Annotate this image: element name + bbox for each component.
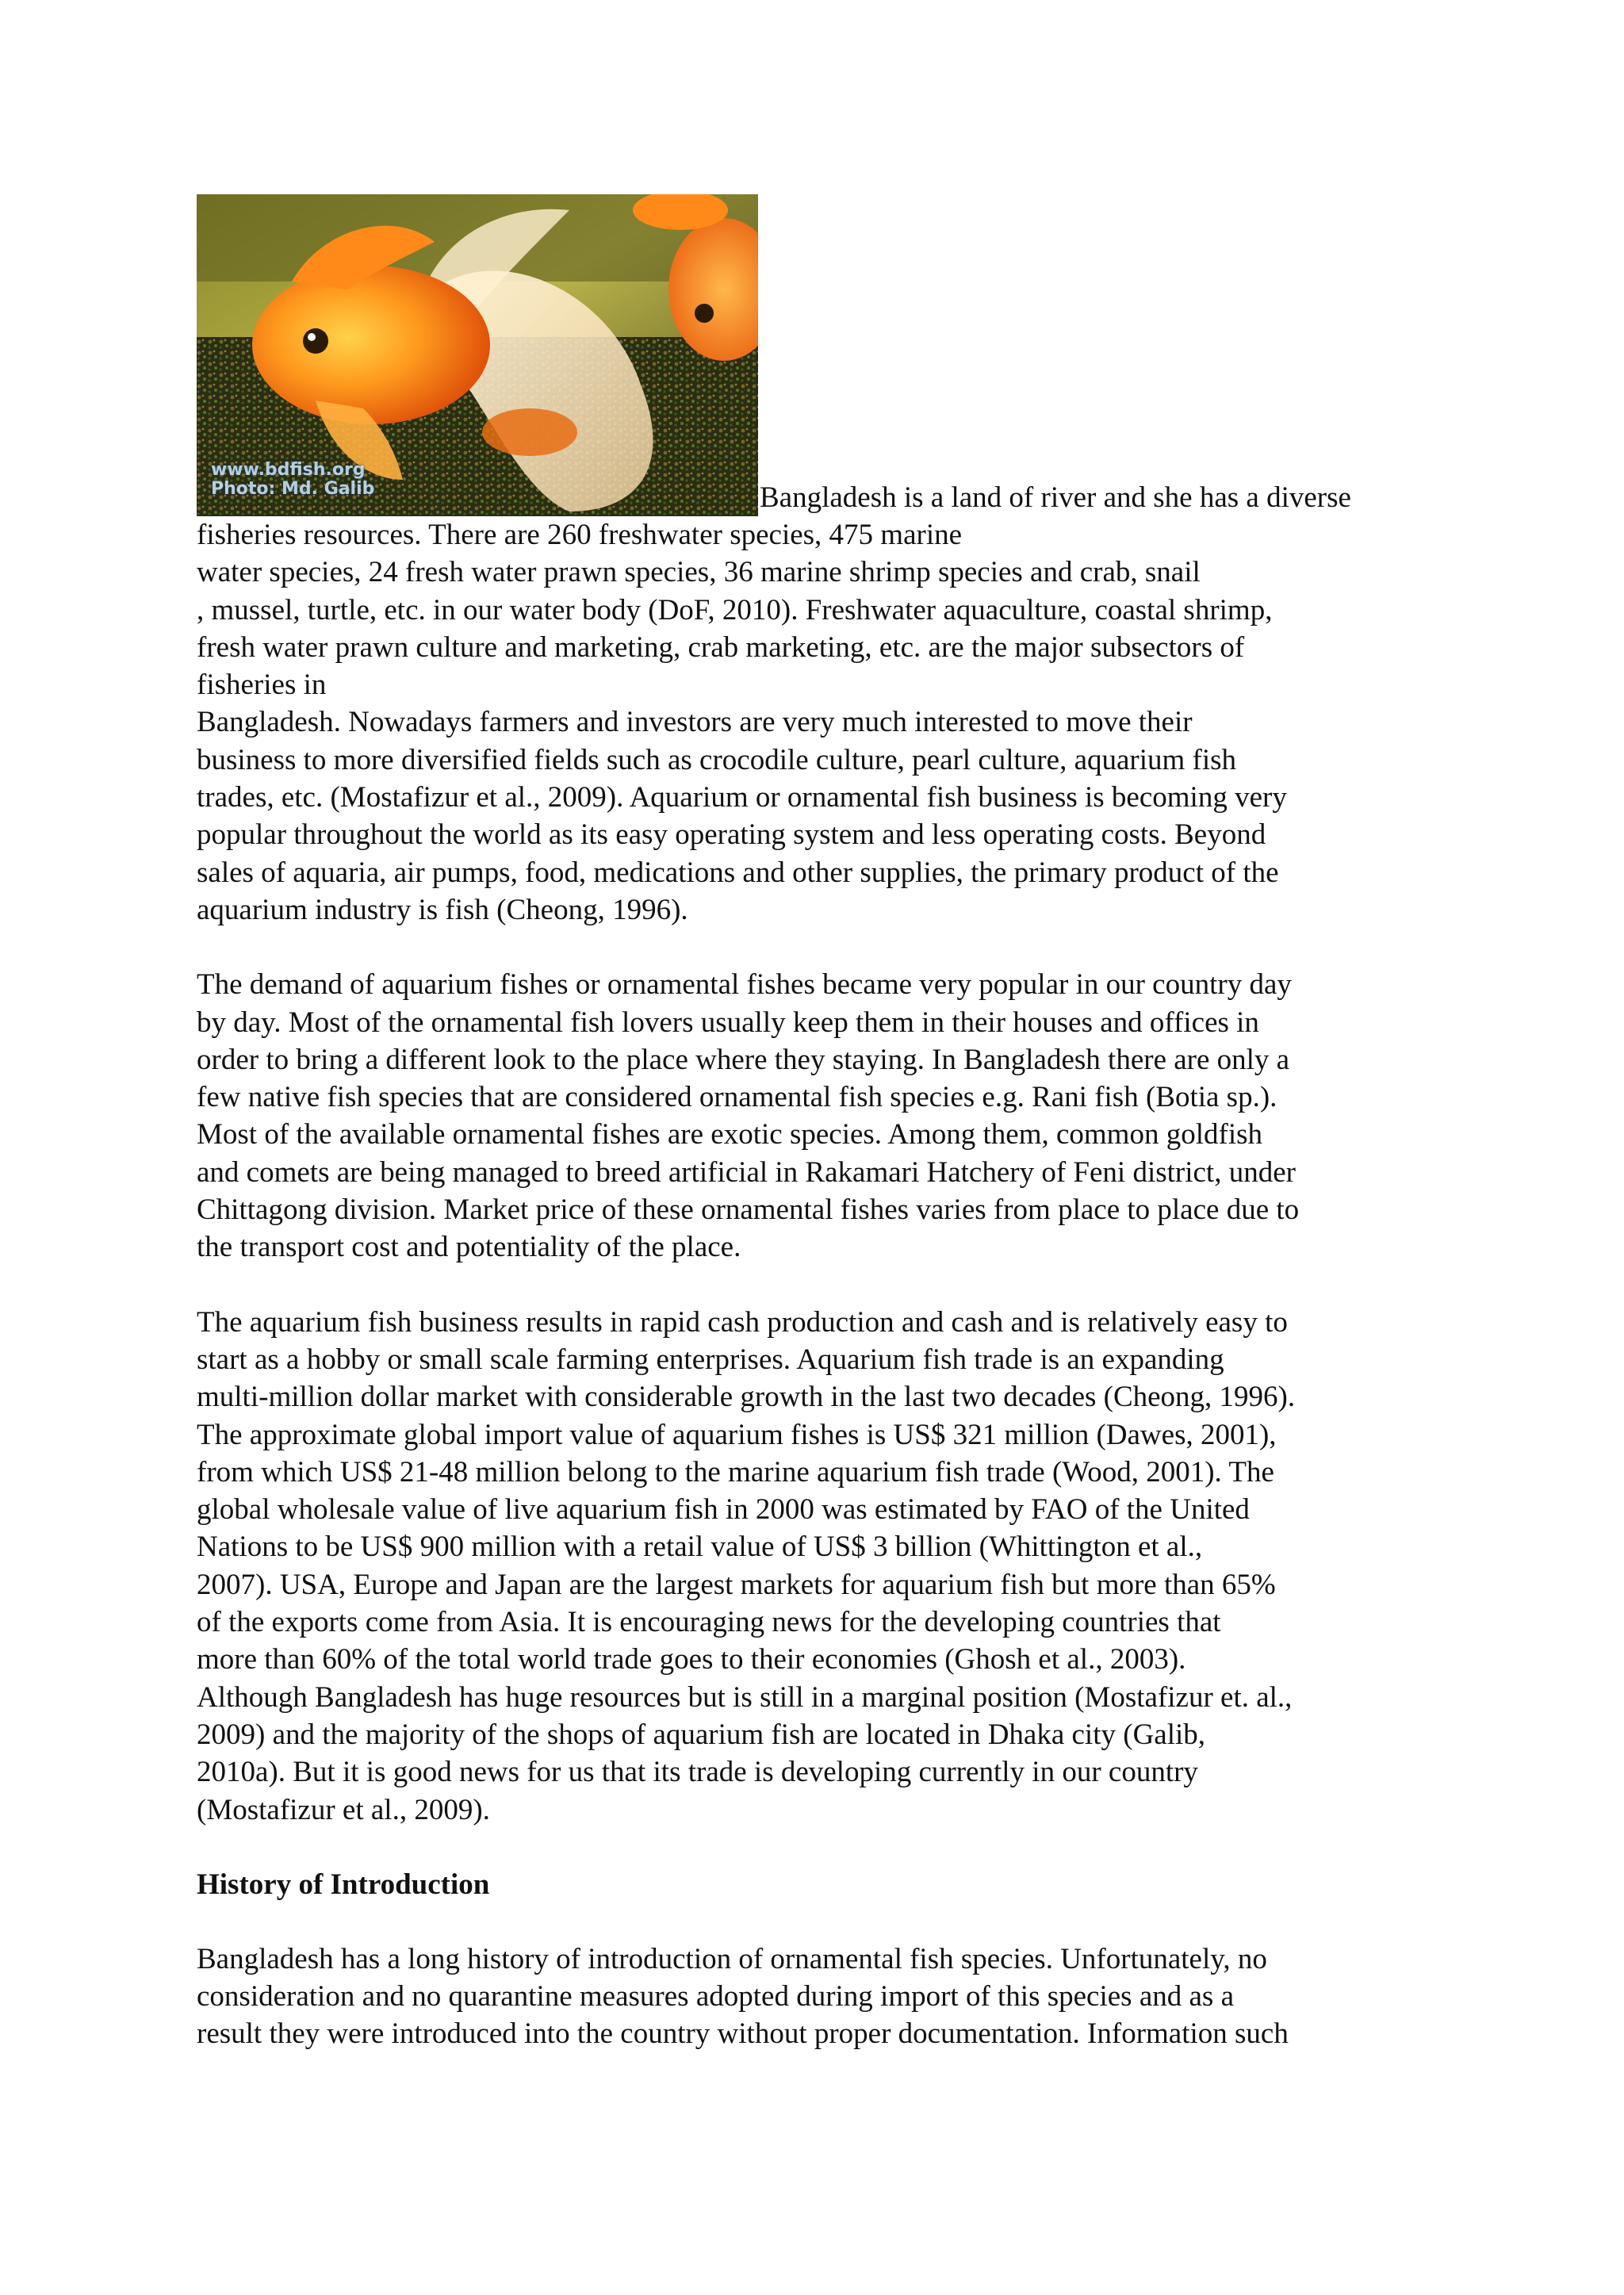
text-line: fisheries in — [197, 669, 327, 702]
text-line: water species, 24 fresh water prawn species, 36 marine shrimp species and crab, snail — [197, 556, 1201, 589]
goldfish-photo — [197, 194, 758, 516]
text-line: of the exports come from Asia. It is encouraging news for the developing countries that — [197, 1606, 1221, 1639]
intro-row — [197, 194, 1434, 516]
text-line: result they were introduced into the country without proper documentation. Information such — [197, 2017, 1289, 2051]
demand-paragraph — [197, 966, 1434, 1266]
text-line: consideration and no quarantine measures adopted during import of this species and as a — [197, 1980, 1234, 2013]
text-line: Most of the available ornamental fishes are exotic species. Among them, common goldfish — [197, 1118, 1262, 1151]
text-line: more than 60% of the total world trade goes to their economies (Ghosh et al., 2003). — [197, 1643, 1186, 1676]
text-line: The approximate global import value of aquarium fishes is US$ 321 million (Dawes, 2001), — [197, 1418, 1277, 1451]
text-line: 2007). USA, Europe and Japan are the largest markets for aquarium fish but more than 65% — [197, 1568, 1276, 1601]
photo-watermark: www.bdfish.org Photo: Md. Galib — [211, 460, 375, 499]
document-page — [197, 194, 1434, 2053]
text-line: Chittagong division. Market price of these ornamental fishes varies from place to place due to — [197, 1193, 1300, 1227]
business-paragraph — [197, 1304, 1434, 1829]
text-line: Nations to be US$ 900 million with a retail value of US$ 3 billion (Whittington et al., — [197, 1531, 1203, 1564]
text-line: and comets are being managed to breed artificial in Rakamari Hatchery of Feni district, under — [197, 1155, 1296, 1189]
text-line: aquarium industry is fish (Cheong, 1996). — [197, 893, 688, 926]
text-line: 2010a). But it is good news for us that its trade is developing currently in our country — [197, 1756, 1198, 1789]
text-line: Bangladesh has a long history of introduction of ornamental fish species. Unfortunately, no — [197, 1942, 1267, 1975]
text-line: popular throughout the world as its easy operating system and less operating costs. Beyond — [197, 818, 1266, 852]
text-line: Although Bangladesh has huge resources but is still in a marginal position (Mostafizur et. al., — [197, 1680, 1293, 1714]
intro-first-line: Bangladesh is a land of river and she has a diverse — [760, 481, 1351, 514]
text-line: few native fish species that are considered ornamental fish species e.g. Rani fish (Botia sp.). — [197, 1081, 1277, 1114]
text-line: start as a hobby or small scale farming enterprises. Aquarium fish trade is an expanding — [197, 1343, 1224, 1376]
text-line: trades, etc. (Mostafizur et al., 2009). Aquarium or ornamental fish business is becoming very — [197, 781, 1287, 814]
text-line: order to bring a different look to the place where they staying. In Bangladesh there are only a — [197, 1043, 1290, 1076]
text-line: fisheries resources. There are 260 freshwater species, 475 marine — [197, 519, 963, 551]
text-line: The aquarium fish business results in rapid cash production and cash and is relatively easy to — [197, 1305, 1288, 1339]
text-line: sales of aquaria, air pumps, food, medications and other supplies, the primary product of the — [197, 856, 1279, 889]
text-line: global wholesale value of live aquarium fish in 2000 was estimated by FAO of the United — [197, 1493, 1250, 1527]
text-line: Bangladesh. Nowadays farmers and investors are very much interested to move their — [197, 706, 1193, 739]
text-line: by day. Most of the ornamental fish lovers usually keep them in their houses and offices in — [197, 1006, 1259, 1039]
text-line: 2009) and the majority of the shops of aquarium fish are located in Dhaka city (Galib, — [197, 1718, 1206, 1751]
text-line: , mussel, turtle, etc. in our water body (DoF, 2010). Freshwater aquaculture, coastal shrimp, — [197, 593, 1273, 626]
text-line: the transport cost and potentiality of the place. — [197, 1231, 741, 1264]
text-line: multi-million dollar market with considerable growth in the last two decades (Cheong, 1996). — [197, 1381, 1296, 1414]
text-line: from which US$ 21-48 million belong to the marine aquarium fish trade (Wood, 2001). The — [197, 1455, 1274, 1488]
text-line: The demand of aquarium fishes or ornamental fishes became very popular in our country day — [197, 968, 1292, 1002]
text-line: business to more diversified fields such as crocodile culture, pearl culture, aquarium fish — [197, 743, 1237, 776]
history-paragraph — [197, 1941, 1434, 2053]
text-line: fresh water prawn culture and marketing, crab marketing, etc. are the major subsectors of — [197, 630, 1245, 664]
text-line: (Mostafizur et al., 2009). — [197, 1793, 490, 1826]
intro-paragraph — [197, 516, 1434, 929]
section-heading: History of Introduction — [197, 1868, 490, 1901]
